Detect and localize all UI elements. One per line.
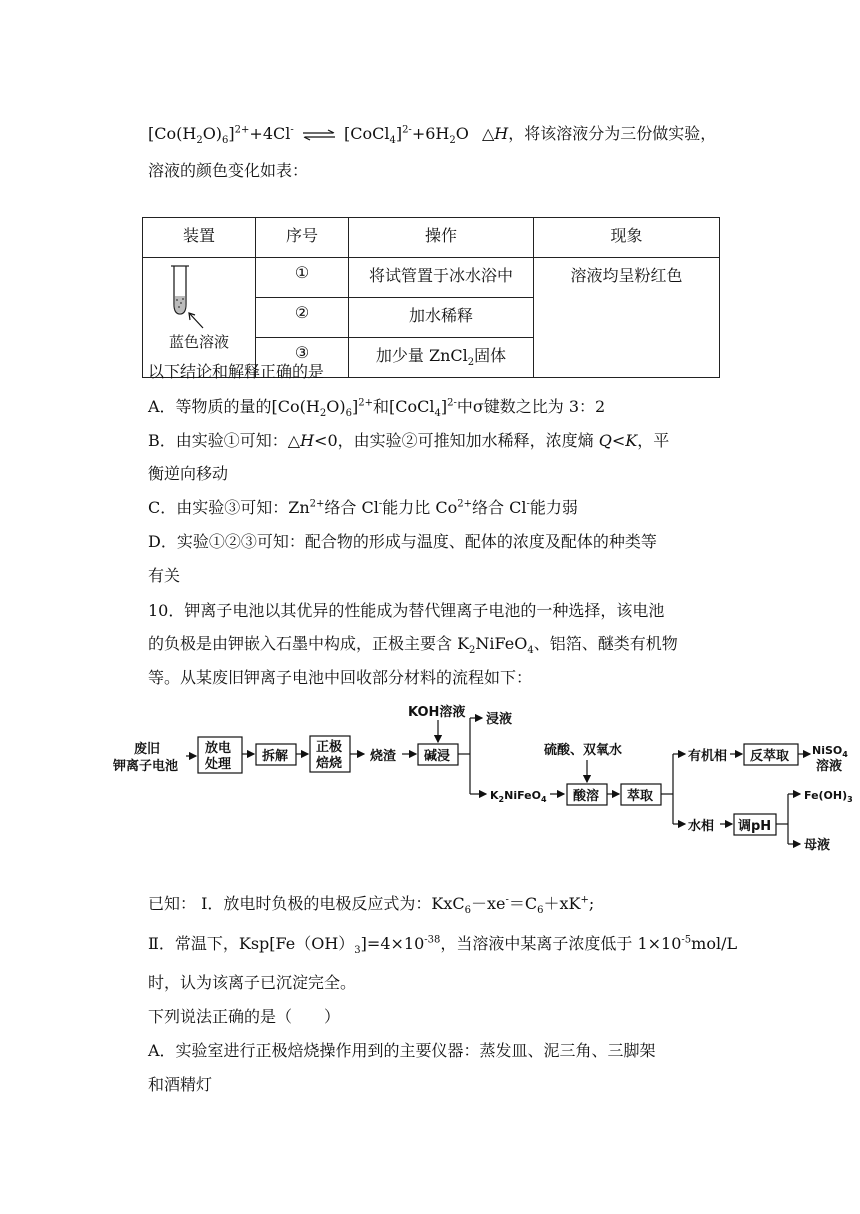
q9-option-b-line1: B．由实验①可知：△H<0，由实验②可推知加水稀释，浓度熵 Q<K，平 — [148, 431, 670, 450]
q9-option-c: C．由实验③可知：$Zn^{2+}$络合 Cl-能力比 $Co^{2+}$络合 Cl-能力弱 — [148, 498, 578, 517]
q9-option-d-line1: D．实验①②③可知：配合物的形成与温度、配体的浓度及配体的种类等 — [148, 532, 657, 551]
header-phenomenon: 现象 — [534, 218, 720, 258]
row1-operation: 将试管置于冰水浴中 — [349, 258, 534, 298]
table-row — [143, 258, 720, 298]
option-a-line1: A．实验室进行正极焙烧操作用到的主要仪器：蒸发皿、泥三角、三脚架 — [148, 1041, 656, 1060]
flow-source-line2: 钾离子电池 — [113, 759, 179, 774]
row3-operation: 加少量 ZnCl$_2$固体 — [349, 338, 534, 378]
phenomenon-cell: 溶液均呈粉红色 — [534, 258, 720, 378]
flow-box-discharge-label2: 处理 — [205, 757, 232, 772]
experiment-table — [142, 217, 720, 378]
row2-number: ② — [256, 298, 349, 338]
flow-label-organic: 有机相 — [688, 749, 728, 764]
known-line-3: 时，认为该离子已沉淀完全。 — [148, 973, 357, 992]
apparatus-cell — [143, 258, 256, 378]
option-a-line2: 和酒精灯 — [148, 1075, 213, 1094]
flow-label-feoh3: $Fe(OH)_3$ — [804, 789, 853, 804]
q9-option-a: A．等物质的量的$[Co(H_2O)_6]^{2+}$和[CoCl$_4$]$^{2-}$中σ键数之比为 3：2 — [148, 397, 606, 420]
flow-label-k2nifeo4: $K_2NiFeO_4$ — [490, 789, 547, 804]
flow-box-alkali-leach-label: 碱浸 — [424, 749, 451, 764]
flow-box-extract-label: 萃取 — [627, 789, 654, 804]
equilibrium-arrow-icon — [301, 129, 337, 141]
flow-label-mother-liquor: 母液 — [804, 838, 831, 853]
flow-label-koh: KOH溶液 — [408, 705, 466, 720]
flow-box-roast-label1: 正极 — [316, 740, 343, 755]
header-operation: 操作 — [349, 218, 534, 258]
flow-box-acid-dissolve-label: 酸溶 — [573, 789, 600, 804]
q9-option-b-line2: 衡逆向移动 — [148, 464, 229, 483]
known-line-2: Ⅱ．常温下，$Ksp[Fe(OH)_3]=4\times 10^{-38}$，当溶液中某离子浓度低于 $1\times 10^{-5}mol/L$ — [148, 934, 738, 957]
header-number: 序号 — [256, 218, 349, 258]
flow-label-ash: 烧渣 — [370, 749, 397, 764]
flow-box-adjust-ph-label: 调pH — [738, 819, 772, 834]
question-stem: 下列说法正确的是（ ） — [148, 1007, 341, 1026]
row1-number: ① — [256, 258, 349, 298]
q10-line-1: 10．钾离子电池以其优异的性能成为替代锂离子电池的一种选择，该电池 — [148, 601, 665, 620]
table-header-row — [143, 218, 720, 258]
row2-operation: 加水稀释 — [349, 298, 534, 338]
flow-label-acid: 硫酸、双氧水 — [544, 743, 623, 758]
row3-number: ③ — [256, 338, 349, 378]
header-apparatus: 装置 — [143, 218, 256, 258]
q9-option-d-line2: 有关 — [148, 566, 181, 585]
intro-line-2: 溶液的颜色变化如表： — [148, 161, 309, 180]
q10-line-3: 等。从某废旧钾离子电池中回收部分材料的流程如下： — [148, 668, 533, 687]
known-line-1: 已知： I．放电时负极的电极反应式为：$KxC_6-xe^-=C_6+xK^+$; — [148, 894, 595, 917]
q10-line-2: 的负极是由钾嵌入石墨中构成，正极主要含 $K_2NiFeO_4$、铝箔、醚类有机物 — [148, 634, 678, 657]
flow-box-back-extract-label: 反萃取 — [750, 749, 790, 764]
equation-line: $[Co(H_2O)_6]^{2+}+4Cl^-$ $[CoCl_4]^{2-}+6H_2O$ △H，将该溶液分为三份做实验， — [148, 124, 717, 147]
flow-box-roast-label2: 焙烧 — [316, 756, 343, 771]
q9-stem: 以下结论和解释正确的是 — [148, 362, 325, 381]
flow-label-leachate: 浸液 — [486, 712, 513, 727]
flow-box-dismantle-label: 拆解 — [262, 749, 289, 764]
recycling-flowchart — [108, 704, 860, 854]
flow-label-solution: 溶液 — [816, 759, 843, 774]
flow-label-niso4: NiSO$_4$ — [812, 744, 848, 759]
apparatus-label: 蓝色溶液 — [169, 333, 230, 351]
flow-box-discharge-label1: 放电 — [205, 741, 232, 756]
flow-source-line1: 废旧 — [134, 742, 161, 757]
flow-label-aqueous: 水相 — [688, 819, 715, 834]
